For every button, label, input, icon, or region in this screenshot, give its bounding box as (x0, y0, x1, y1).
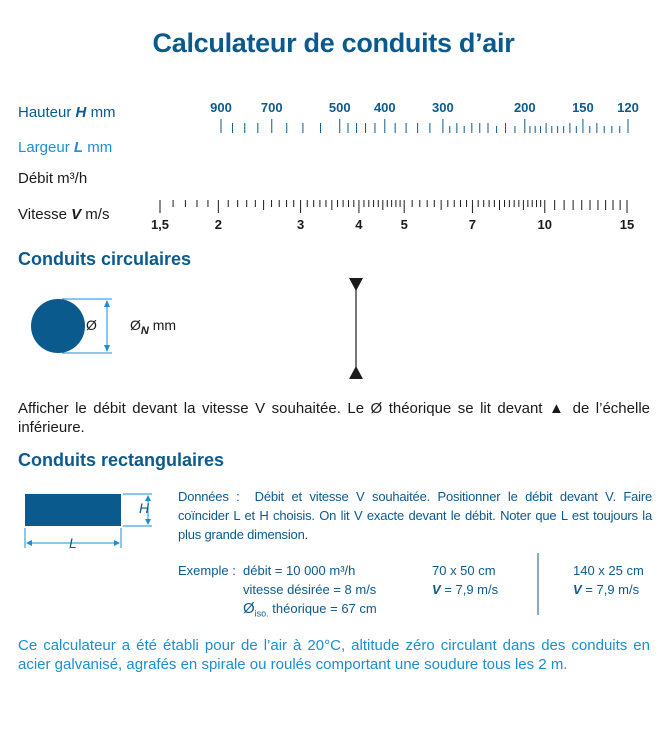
vitesse-tick-label: 15 (619, 217, 635, 232)
h-arrow-down (145, 519, 151, 525)
theorique-sub: iso. (254, 608, 269, 619)
diameter-label-sub: N (140, 324, 149, 337)
largeur-label-text: Largeur (18, 139, 70, 156)
example-label: Exemple : (178, 563, 236, 578)
hauteur-var: H (75, 104, 87, 121)
l-arrow-left (26, 540, 32, 546)
footer-note: Ce calculateur a été établi pour de l’air à 20°C, altitude zéro circulant dans des conduits en acier galvanisé, agrafés en spirale ou roulés comportant une soudure tous les 2 m. (18, 637, 650, 673)
circular-heading: Conduits circulaires (18, 249, 192, 269)
largeur-var: L (73, 139, 84, 156)
vitesse-var: V (71, 206, 82, 223)
donnees-paragraph (178, 487, 652, 544)
hauteur-tick-label: 500 (328, 100, 351, 115)
rectangular-heading: Conduits rectangulaires (18, 450, 225, 470)
diameter-label-unit: mm (152, 317, 177, 333)
example-col2-v (573, 580, 639, 599)
duct-rectangle (25, 494, 121, 526)
hauteur-tick-label: 900 (210, 100, 232, 115)
hauteur-tick-label: 200 (513, 100, 536, 115)
col2-v-var: V (573, 582, 582, 597)
vitesse-unit: m/s (85, 206, 110, 223)
col2-v-value: = 7,9 m/s (581, 582, 640, 597)
example-debit: débit = 10 000 m³/h (243, 563, 356, 578)
vitesse-label-text: Vitesse (18, 206, 67, 223)
example-col1-size: 70 x 50 cm (432, 563, 496, 578)
h-dim-label: H (139, 500, 150, 516)
donnees-text: Débit et vitesse V souhaitée. Positionner le débit devant V. Faire coïncider L et H choisis. On lit V exacte devant le débit. Noter que L est toujours la plus grande dimension. (178, 489, 652, 542)
hauteur-unit: mm (90, 104, 116, 121)
vitesse-tick-label: 3 (296, 217, 305, 232)
vitesse-tick-label: 4 (355, 217, 363, 232)
example-col1-v (432, 580, 498, 599)
example-vitesse: vitesse désirée = 8 m/s (243, 582, 377, 597)
debit-scale-label: Débit m³/h (18, 170, 88, 187)
diameter-label-symbol: Ø (130, 317, 141, 333)
hauteur-tick-label: 400 (373, 100, 396, 115)
hauteur-tick-label: 150 (572, 100, 594, 115)
donnees-lead: Données : (178, 489, 240, 504)
l-arrow-right (114, 540, 120, 546)
largeur-unit: mm (87, 139, 113, 156)
vitesse-tick-label: 2 (214, 217, 222, 232)
hauteur-tick-label: 300 (432, 100, 454, 115)
example-theorique (243, 599, 377, 624)
theorique-prefix: Ø (243, 600, 255, 617)
circular-note: Afficher le débit devant la vitesse V souhaitée. Le Ø théorique se lit devant ▲ de l’échelle inférieure. (18, 400, 650, 436)
theorique-rest: théorique = 67 cm (268, 601, 377, 616)
diameter-symbol: Ø (86, 317, 97, 333)
vitesse-tick-label: 1,5 (150, 217, 170, 232)
l-dim-label: L (69, 535, 77, 551)
hauteur-tick-label: 700 (260, 100, 283, 115)
vitesse-tick-label: 5 (400, 217, 408, 232)
example-col2-size: 140 x 25 cm (573, 563, 644, 578)
page-title: Calculateur de conduits d’air (152, 28, 515, 58)
hauteur-tick-label: 120 (617, 100, 639, 115)
vitesse-tick-label: 10 (537, 217, 552, 232)
hauteur-label-text: Hauteur (18, 104, 72, 121)
col1-v-var: V (432, 582, 441, 597)
vitesse-tick-label: 7 (468, 217, 477, 232)
col1-v-value: = 7,9 m/s (440, 582, 499, 597)
